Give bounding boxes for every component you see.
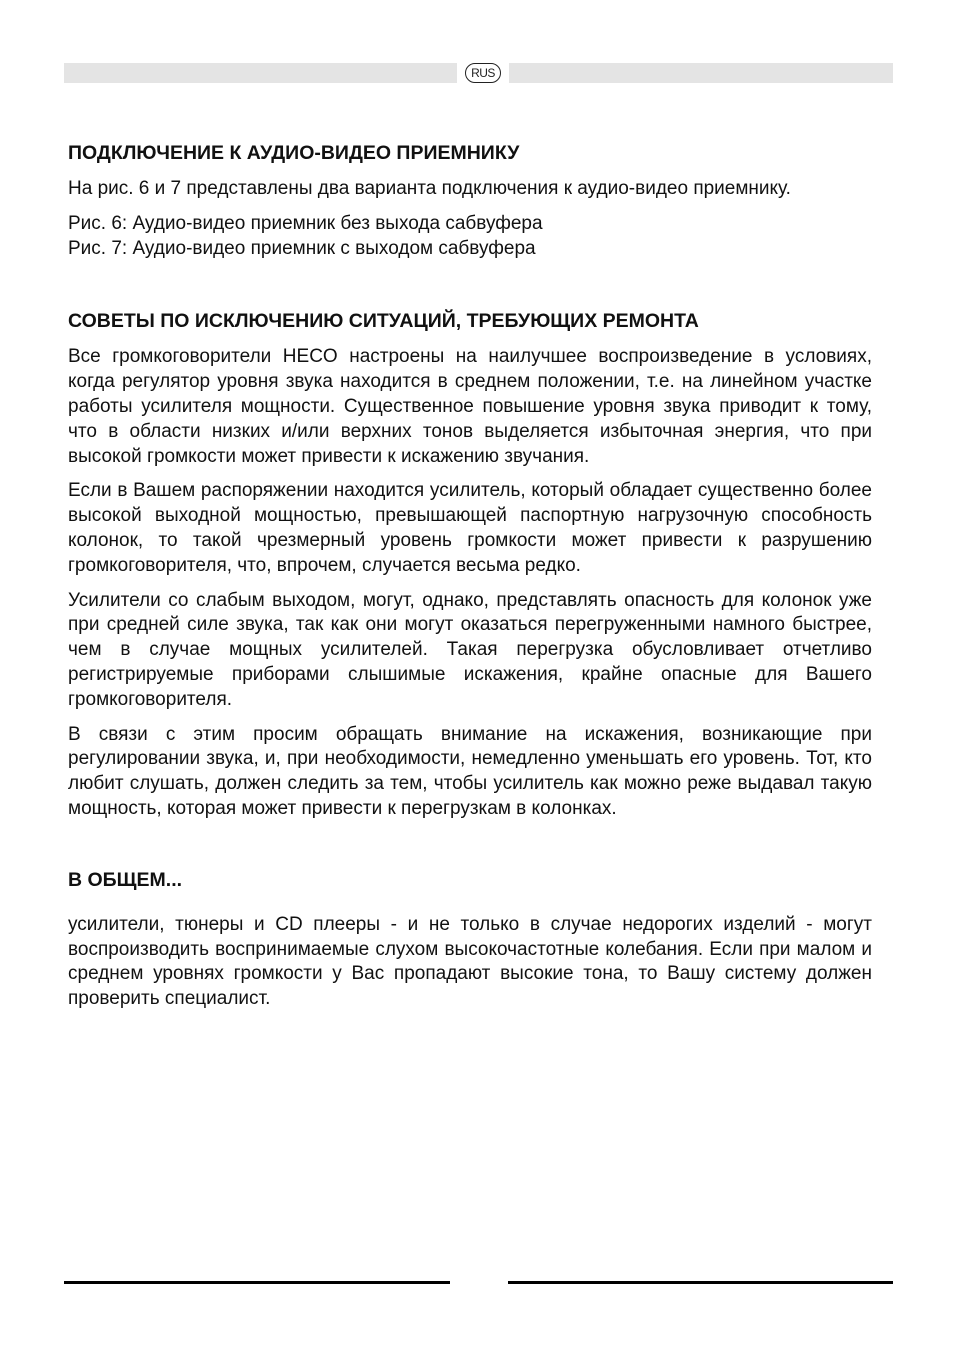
language-badge-label: RUS (465, 63, 501, 83)
figure-caption-7: Рис. 7: Аудио-видео приемник с выходом сабвуфера (68, 237, 536, 259)
paragraph-troubleshooting-2: Если в Вашем распоряжении находится усилитель, который обладает существенно более высокой выходной мощностью, превышающей паспортную нагрузочную способность колонок, то такой чрезмерный уровень громкости может привести к разрушению громкоговорителя, что, впрочем, случается весьма редко. (68, 480, 872, 576)
footer-rule-left (64, 1281, 450, 1284)
footer-rule-right (508, 1281, 893, 1284)
paragraph-receiver-intro: На рис. 6 и 7 представлены два варианта подключения к аудио-видео приемнику. (68, 178, 791, 199)
section-heading-troubleshooting: СОВЕТЫ ПО ИСКЛЮЧЕНИЮ СИТУАЦИЙ, ТРЕБУЮЩИХ РЕМОНТА (68, 310, 699, 333)
figure-caption-6: Рис. 6: Аудио-видео приемник без выхода сабвуфера (68, 212, 543, 234)
language-badge (457, 62, 509, 84)
paragraph-troubleshooting-3: Усилители со слабым выходом, могут, однако, представлять опасность для колонок уже при средней силе звука, так как они могут оказаться перегруженными намного быстрее, чем в случае мощных усилителей. Такая перегрузка обусловливает отчетливо регистрируемые приборами слышимые искажения, крайне опасные для Вашего громкоговорителя. (68, 589, 872, 710)
paragraph-general: усилители, тюнеры и CD плееры - и не только в случае недорогих изделий - могут воспроизводить воспринимаемые слухом высокочастотные колебания. Если при малом и среднем уровнях громкости у Вас пропадают высокие тона, то Вашу систему должен проверить специалист. (68, 913, 872, 1010)
paragraph-troubleshooting-4: В связи с этим просим обращать внимание на искажения, возникающие при регулировании звука, и, при необходимости, немедленно уменьшать его уровень. Тот, кто любит слушать, должен следить за тем, чтобы усилитель как можно реже выдавал такую мощность, которая может привести к перегрузкам в колонках. (68, 723, 872, 819)
paragraph-troubleshooting-1: Все громкоговорители HECO настроены на наилучшее воспроизведение в условиях, когда регулятор уровня звука находится в среднем положении, т.е. на линейном участке работы усилителя мощности. Существенное повышение уровня звука приводит к тому, что в области низких и/или верхних тонов выделяется избыточная энергия, что при высокой громкости может привести к искажению звучания. (68, 346, 872, 467)
section-heading-general: В ОБЩЕМ... (68, 868, 183, 891)
figure-caption-list (68, 212, 872, 262)
page-content (68, 140, 872, 1012)
section-heading-receiver: ПОДКЛЮЧЕНИЕ К АУДИО-ВИДЕО ПРИЕМНИКУ (68, 142, 520, 164)
